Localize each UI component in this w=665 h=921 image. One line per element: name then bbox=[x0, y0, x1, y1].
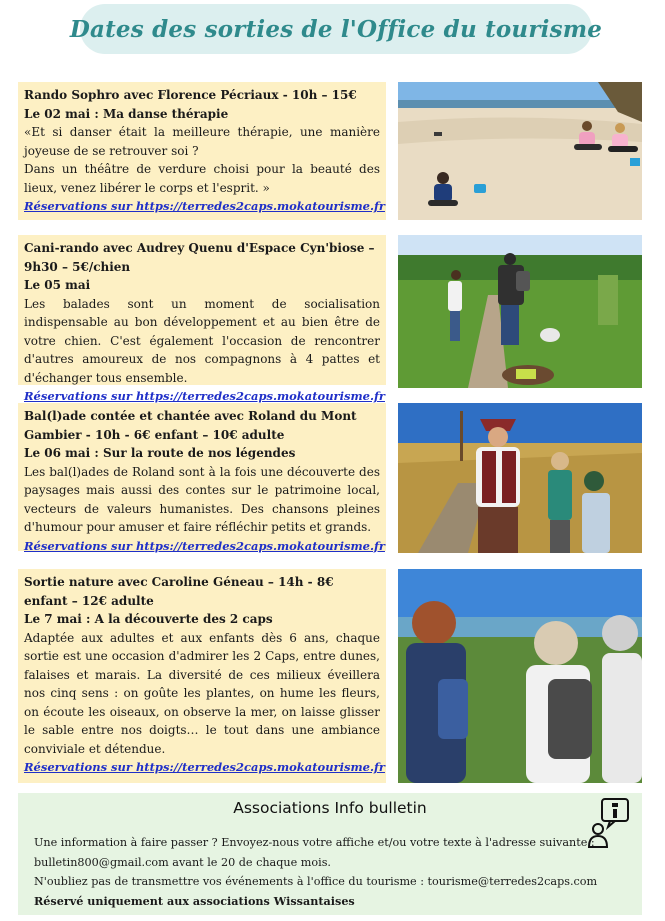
event-card-rando-sophro bbox=[18, 82, 386, 220]
associations-title: Associations Info bulletin bbox=[233, 799, 427, 817]
associations-line-2: bulletin800@gmail.com avant le 20 de chaque mois. bbox=[34, 855, 331, 869]
event-heading: Bal(l)ade contée et chantée avec Roland du Mont Gambier - 10h - 6€ enfant – 10€ adulte bbox=[24, 409, 357, 442]
page-title: Dates des sorties de l'Office du tourisme bbox=[69, 15, 603, 43]
reservation-link[interactable]: Réservations sur https://terredes2caps.mokatourisme.fr bbox=[24, 389, 385, 403]
nature-walk-photo bbox=[398, 569, 642, 783]
event-description: «Et si danser était la meilleure thérapie, une manière joyeuse de se retrouver soi ? bbox=[24, 125, 380, 158]
event-card-ballade-contee bbox=[18, 403, 386, 551]
title-banner bbox=[69, 4, 603, 54]
reservation-link[interactable]: Réservations sur https://terredes2caps.mokatourisme.fr bbox=[24, 538, 385, 553]
event-date: Le 05 mai bbox=[24, 278, 91, 292]
event-heading: Cani-rando avec Audrey Quenu d'Espace Cyn'biose – 9h30 – 5€/chien bbox=[24, 241, 375, 274]
event-card-cani-rando bbox=[18, 235, 386, 403]
event-description: Les bal(l)ades de Roland sont à la fois une découverte des paysages mais aussi des contes sur le patrimoine local, vecteurs de valeurs humanistes. Des chansons pleines d'humour pour amuser et faire réfléchir petits et grands. bbox=[24, 464, 380, 534]
event-date: Le 06 mai : Sur la route de nos légendes bbox=[24, 446, 296, 460]
event-description: Les balades sont un moment de socialisation indispensable au bon développement et au bien être de votre chien. C'est également l'occasion de rencontrer d'autres amoureux de nos compagnons à 4 pattes et d'échanger tous ensemble. bbox=[24, 296, 380, 385]
associations-line-4: Réservé uniquement aux associations Wissantaises bbox=[34, 893, 355, 908]
event-description-2: Dans un théâtre de verdure choisi pour la beauté des lieux, venez libérer le corps et l'esprit. » bbox=[24, 162, 380, 195]
dog-walk-photo bbox=[398, 235, 642, 388]
beach-dance-photo bbox=[398, 82, 642, 220]
storyteller-photo bbox=[398, 403, 642, 553]
reservation-link[interactable]: Réservations sur https://terredes2caps.mokatourisme.fr bbox=[24, 760, 385, 774]
event-heading: Rando Sophro avec Florence Pécriaux - 10h – 15€ bbox=[24, 88, 357, 102]
associations-info-box bbox=[18, 793, 642, 915]
event-description: Adaptée aux adultes et aux enfants dès 6 ans, chaque sortie est une occasion d'admirer les 2 Caps, entre dunes, falaises et marais. La diversité de ces milieux éveillera nos cinq sens : on goûte les plantes, on hume les fleurs, on écoute les oiseaux, on observe la mer, on laisse glisser le sable entre nos doigts… le tout dans une ambiance conviviale et détendue. bbox=[24, 630, 380, 756]
event-card-sortie-nature bbox=[18, 569, 386, 783]
associations-line-3: N'oubliez pas de transmettre vos événements à l'office du tourisme : tourisme@terredes2caps.com bbox=[34, 875, 598, 888]
event-date: Le 7 mai : A la découverte des 2 caps bbox=[24, 612, 273, 626]
reservation-link[interactable]: Réservations sur https://terredes2caps.mokatourisme.fr bbox=[24, 199, 385, 213]
associations-line-1: Une information à faire passer ? Envoyez-nous votre affiche et/ou votre texte à l'adresse suivante : bbox=[34, 836, 595, 849]
event-date: Le 02 mai : Ma danse thérapie bbox=[24, 106, 229, 121]
event-heading: Sortie nature avec Caroline Géneau – 14h - 8€ enfant – 12€ adulte bbox=[24, 575, 334, 608]
